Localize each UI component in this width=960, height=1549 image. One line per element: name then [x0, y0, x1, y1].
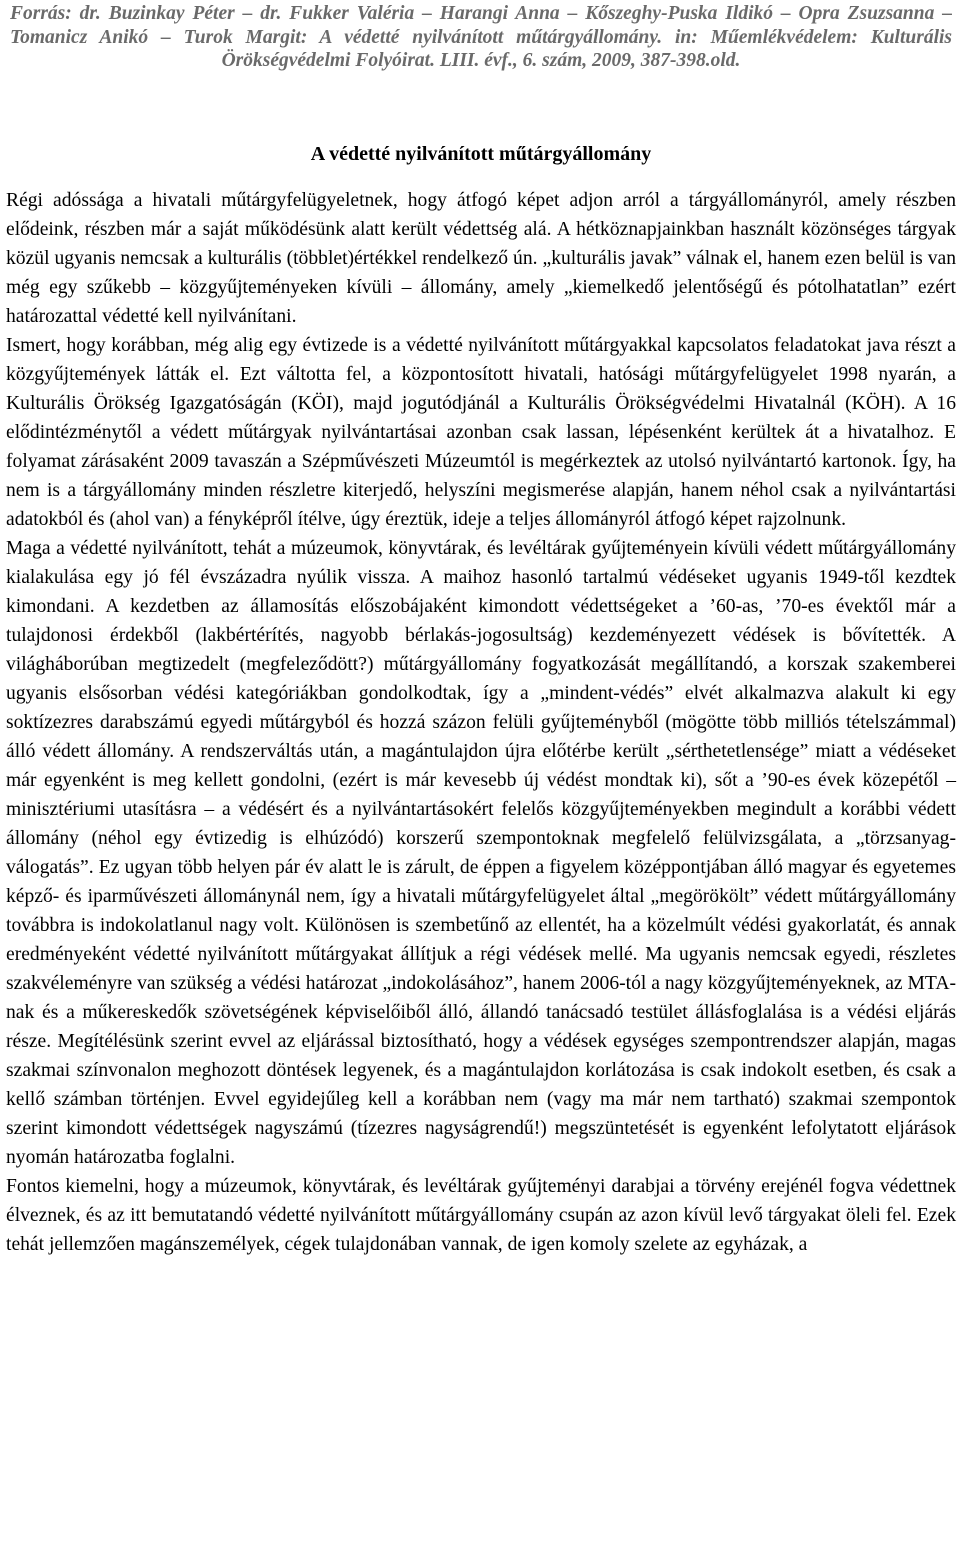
paragraph-3: Maga a védetté nyilvánított, tehát a múzeumok, könyvtárak, és levéltárak gyűjteményein kívüli védett műtárgyállomány kialakulása egy jó fél évszázadra nyúlik vissza. A maihoz hasonló tartalmú védéseket ugyanis 1949-től kezdtek kimondani. A kezdetben az államosítás előszobájaként kimondott védettségeket a ’60-as, ’70-es évektől már a tulajdonosi érdekből (lakbértérítés, nagyobb bérlakás-jogosultság) kezdeményezett védések is bővítették. A világháborúban megtizedelt (megfeleződött?) műtárgyállomány fogyatkozását megállítandó, a korszak szakemberei ugyanis elsősorban védési kategóriákban gondolkodtak, így a „mindent-védés” elvét alkalmazva alakult ki egy soktízezres darabszámú egyedi műtárgyból és hozzá százon felüli gyűjteményből (mögötte több milliós tételszámmal) álló védett állomány. A rendszerváltás után, a magántulajdon újra előtérbe került „sérthetetlensége” miatt a védéseket már egyenként is meg kellett gondolni, (ezért is már kevesebb új védést mondtak ki), sőt a ’90-es évek közepétől – minisztériumi utasításra – a védésért és a nyilvántartásokért felelős közgyűjteményekben megindult a korábbi védett állomány (néhol egy évtizedig is elhúzódó) korszerű szempontoknak megfelelő felülvizsgálata, a „törzsanyag-válogatás”. Ez ugyan több helyen pár év alatt le is zárult, de éppen a figyelem középpontjában álló magyar és egyetemes képző- és iparművészeti állománynál nem, így a hivatali műtárgyfelügyelet által „megörökölt” védett műtárgyállomány továbbra is indokolatlanul nagy volt. Különösen is szembetűnő az ellentét, ha a közelmúlt védési gyakorlatát, és annak eredményeként védetté nyilvánított műtárgyakat állítjuk a régi védések mellé. Ma ugyanis nemcsak egyedi, részletes szakvéleményre van szükség a védési határozat „indokolásához”, hanem 2006-tól a nagy közgyűjteményeknek, az MTA-nak és a műkereskedők szövetségének képviselőiből álló, állandó tanácsadó testület állásfoglalása is a védési eljárás része. Megítélésünk szerint evvel az eljárással biztosítható, hogy a védések egységes szempontrendszer alapján, magas szakmai színvonalon meghozott döntések legyenek, és a magántulajdon korlátozása is csak indokolt esetben, és csak a kellő számban történjen. Evvel egyidejűleg kell a korábban nem (vagy ma már nem tartható) szakmai szempontok szerint kimondott védettségek nagyszámú (tízezres nagyságrendű!) megszüntetését is egyenként lefolytatott eljárások nyomán határozatba foglalni.	[6, 537, 956, 1168]
paragraph-1: Régi adóssága a hivatali műtárgyfelügyeletnek, hogy átfogó képet adjon arról a tárgyállományról, amely részben elődeink, részben már a saját működésünk alatt került védettség alá. A hétköznapjainkban használt közönséges tárgyak közül ugyanis nemcsak a kulturális (többlet)értékkel rendelkező ún. „kulturális javak” válnak el, hanem ezen belül is van még egy szűkebb – közgyűjteményeken kívüli – állomány, amely „kiemelkedő jelentőségű és pótolhatatlan” ezért határozattal védetté kell nyilvánítani.	[6, 189, 956, 327]
paragraph-2: Ismert, hogy korábban, még alig egy évtizede is a védetté nyilvánított műtárgyakkal kapcsolatos feladatokat java részt a közgyűjtemények látták el. Ezt váltotta fel, a központosított hivatali, hatósági műtárgyfelügyelet 1998 nyarán, a Kulturális Örökség Igazgatóságán (KÖI), majd jogutódjánál a Kulturális Örökségvédelmi Hivatalnál (KÖH). A 16 elődintézménytől a védett műtárgyak nyilvántartásai azonban csak lassan, lépésenként kerültek át a hivatalhoz. E folyamat zárásaként 2009 tavaszán a Szépművészeti Múzeumtól is megérkeztek az utolsó nyilvántartó kartonok. Így, ha nem is a tárgyállomány minden részletre kiterjedő, helyszíni megismerése alapján, hanem néhol csak a nyilvántartási adatokból és (ahol van) a fényképről ítélve, úgy éreztük, ideje a teljes állományról átfogó képet rajzolnunk.	[6, 334, 956, 530]
document-title: A védetté nyilvánított műtárgyállomány	[310, 142, 652, 165]
paragraph-4: Fontos kiemelni, hogy a múzeumok, könyvtárak, és levéltárak gyűjteményi darabjai a törvény erejénél fogva védettnek élveznek, és az itt bemutatandó védetté nyilvánított műtárgyállomány csupán az azon kívül levő tárgyakat öleli fel. Ezek tehát jellemzően magánszemélyek, cégek tulajdonában vannak, de igen komoly szelete az egyházak, a	[6, 1175, 956, 1255]
document-body	[6, 186, 956, 1259]
source-citation: Forrás: dr. Buzinkay Péter – dr. Fukker Valéria – Harangi Anna – Kőszeghy-Puska Ildikó – Opra Zsuzsanna – Tomanicz Anikó – Turok Margit: A védetté nyilvánított műtárgyállomány. in: Műemlékvédelem: Kulturális Örökségvédelmi Folyóirat. LIII. évf., 6. szám, 2009, 387-398.old.	[10, 3, 952, 71]
document-page	[6, 2, 956, 1259]
